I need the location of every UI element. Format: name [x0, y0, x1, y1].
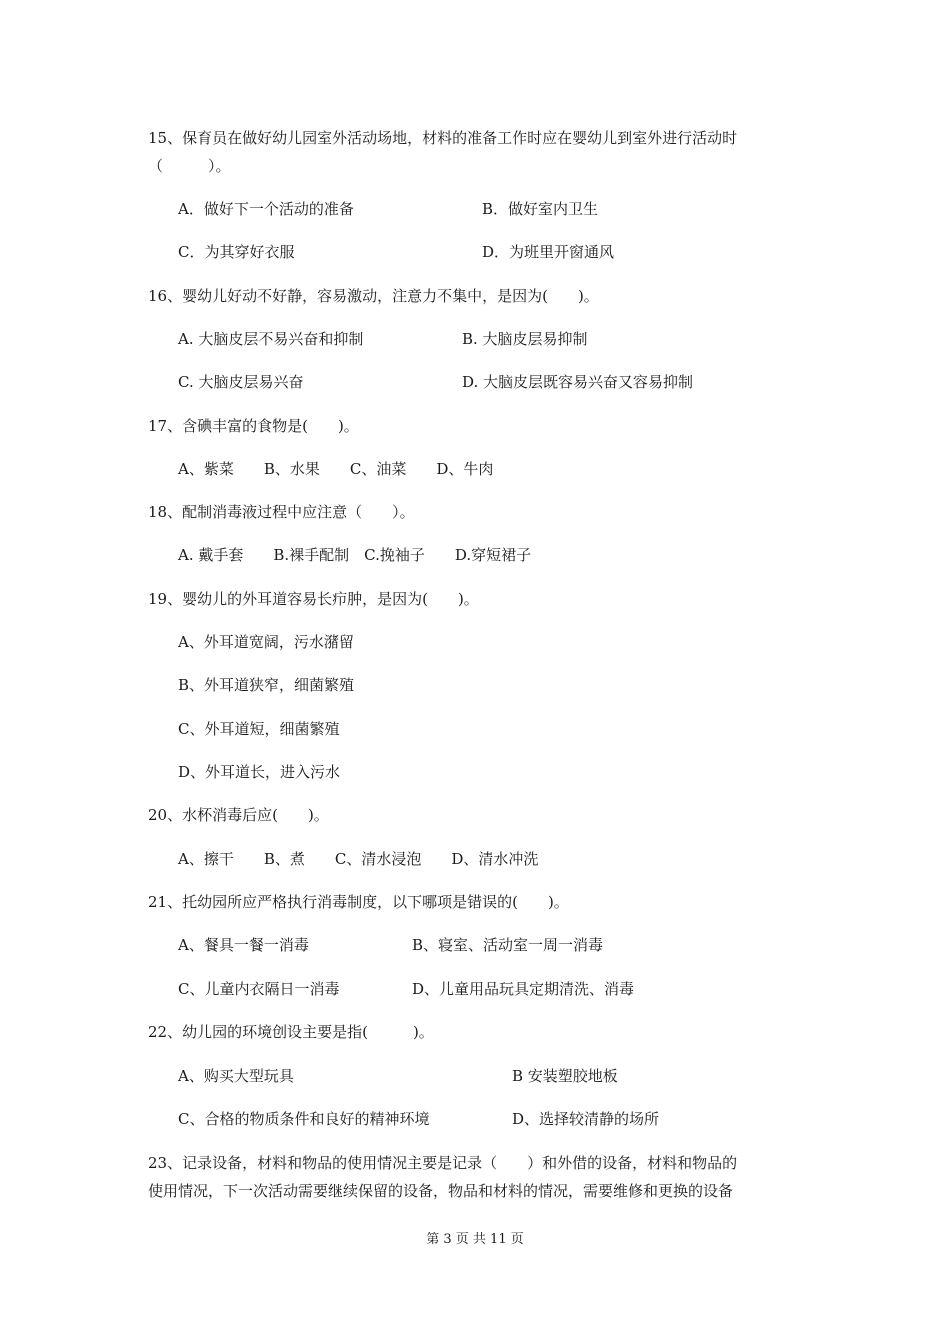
question-21-option-b: B、寝室、活动室一周一消毒: [412, 936, 604, 954]
question-17-options: A、紫菜 B、水果 C、油菜 D、牛肉: [178, 460, 494, 478]
question-19-option-a: A、外耳道宽阔，污水潴留: [178, 633, 354, 651]
question-17-stem: 17、含碘丰富的食物是( )。: [148, 417, 359, 435]
question-15-option-a: A．做好下一个活动的准备: [178, 200, 354, 218]
page-number-footer: 第 3 页 共 11 页: [426, 1232, 524, 1247]
question-18-options: A. 戴手套 B.裸手配制 C.挽袖子 D.穿短裙子: [178, 546, 532, 564]
question-16-option-c: C. 大脑皮层易兴奋: [178, 373, 304, 391]
question-20-stem: 20、水杯消毒后应( )。: [148, 806, 329, 824]
question-21-option-d: D、儿童用品玩具定期清洗、消毒: [412, 980, 635, 998]
question-22-stem: 22、幼儿园的环境创设主要是指( )。: [148, 1023, 434, 1041]
question-16-option-a: A. 大脑皮层不易兴奋和抑制: [178, 330, 364, 348]
question-22-option-a: A、购买大型玩具: [178, 1067, 294, 1085]
question-15-stem-line1: 15、保育员在做好幼儿园室外活动场地，材料的准备工作时应在婴幼儿到室外进行活动时: [148, 129, 738, 147]
question-23-stem-line1: 23、记录设备，材料和物品的使用情况主要是记录（ ）和外借的设备，材料和物品的: [148, 1154, 738, 1172]
question-22-option-c: C、合格的物质条件和良好的精神环境: [178, 1110, 430, 1128]
question-15-stem-line2: （ ）。: [148, 157, 231, 175]
question-19-option-d: D、外耳道长，进入污水: [178, 763, 341, 781]
question-21-option-a: A、餐具一餐一消毒: [178, 936, 309, 954]
question-18-stem: 18、配制消毒液过程中应注意（ ）。: [148, 503, 415, 521]
question-20-options: A、擦干 B、煮 C、清水浸泡 D、清水冲洗: [178, 850, 539, 868]
question-15-option-d: D．为班里开窗通风: [482, 243, 615, 261]
question-19-stem: 19、婴幼儿的外耳道容易长疖肿，是因为( )。: [148, 590, 479, 608]
question-19-option-c: C、外耳道短，细菌繁殖: [178, 720, 340, 738]
question-16-option-b: B. 大脑皮层易抑制: [462, 330, 588, 348]
question-22-option-d: D、选择较清静的场所: [512, 1110, 660, 1128]
question-19-option-b: B、外耳道狭窄，细菌繁殖: [178, 676, 355, 694]
question-15-option-c: C．为其穿好衣服: [178, 243, 295, 261]
question-22-option-b: B 安装塑胶地板: [512, 1067, 618, 1085]
question-16-option-d: D. 大脑皮层既容易兴奋又容易抑制: [462, 373, 694, 391]
question-21-option-c: C、儿童内衣隔日一消毒: [178, 980, 340, 998]
question-15-option-b: B．做好室内卫生: [482, 200, 599, 218]
question-21-stem: 21、托幼园所应严格执行消毒制度，以下哪项是错误的( )。: [148, 893, 569, 911]
question-23-stem-line2: 使用情况，下一次活动需要继续保留的设备，物品和材料的情况，需要维修和更换的设备: [148, 1182, 734, 1200]
question-16-stem: 16、婴幼儿好动不好静，容易激动，注意力不集中，是因为( )。: [148, 287, 599, 305]
